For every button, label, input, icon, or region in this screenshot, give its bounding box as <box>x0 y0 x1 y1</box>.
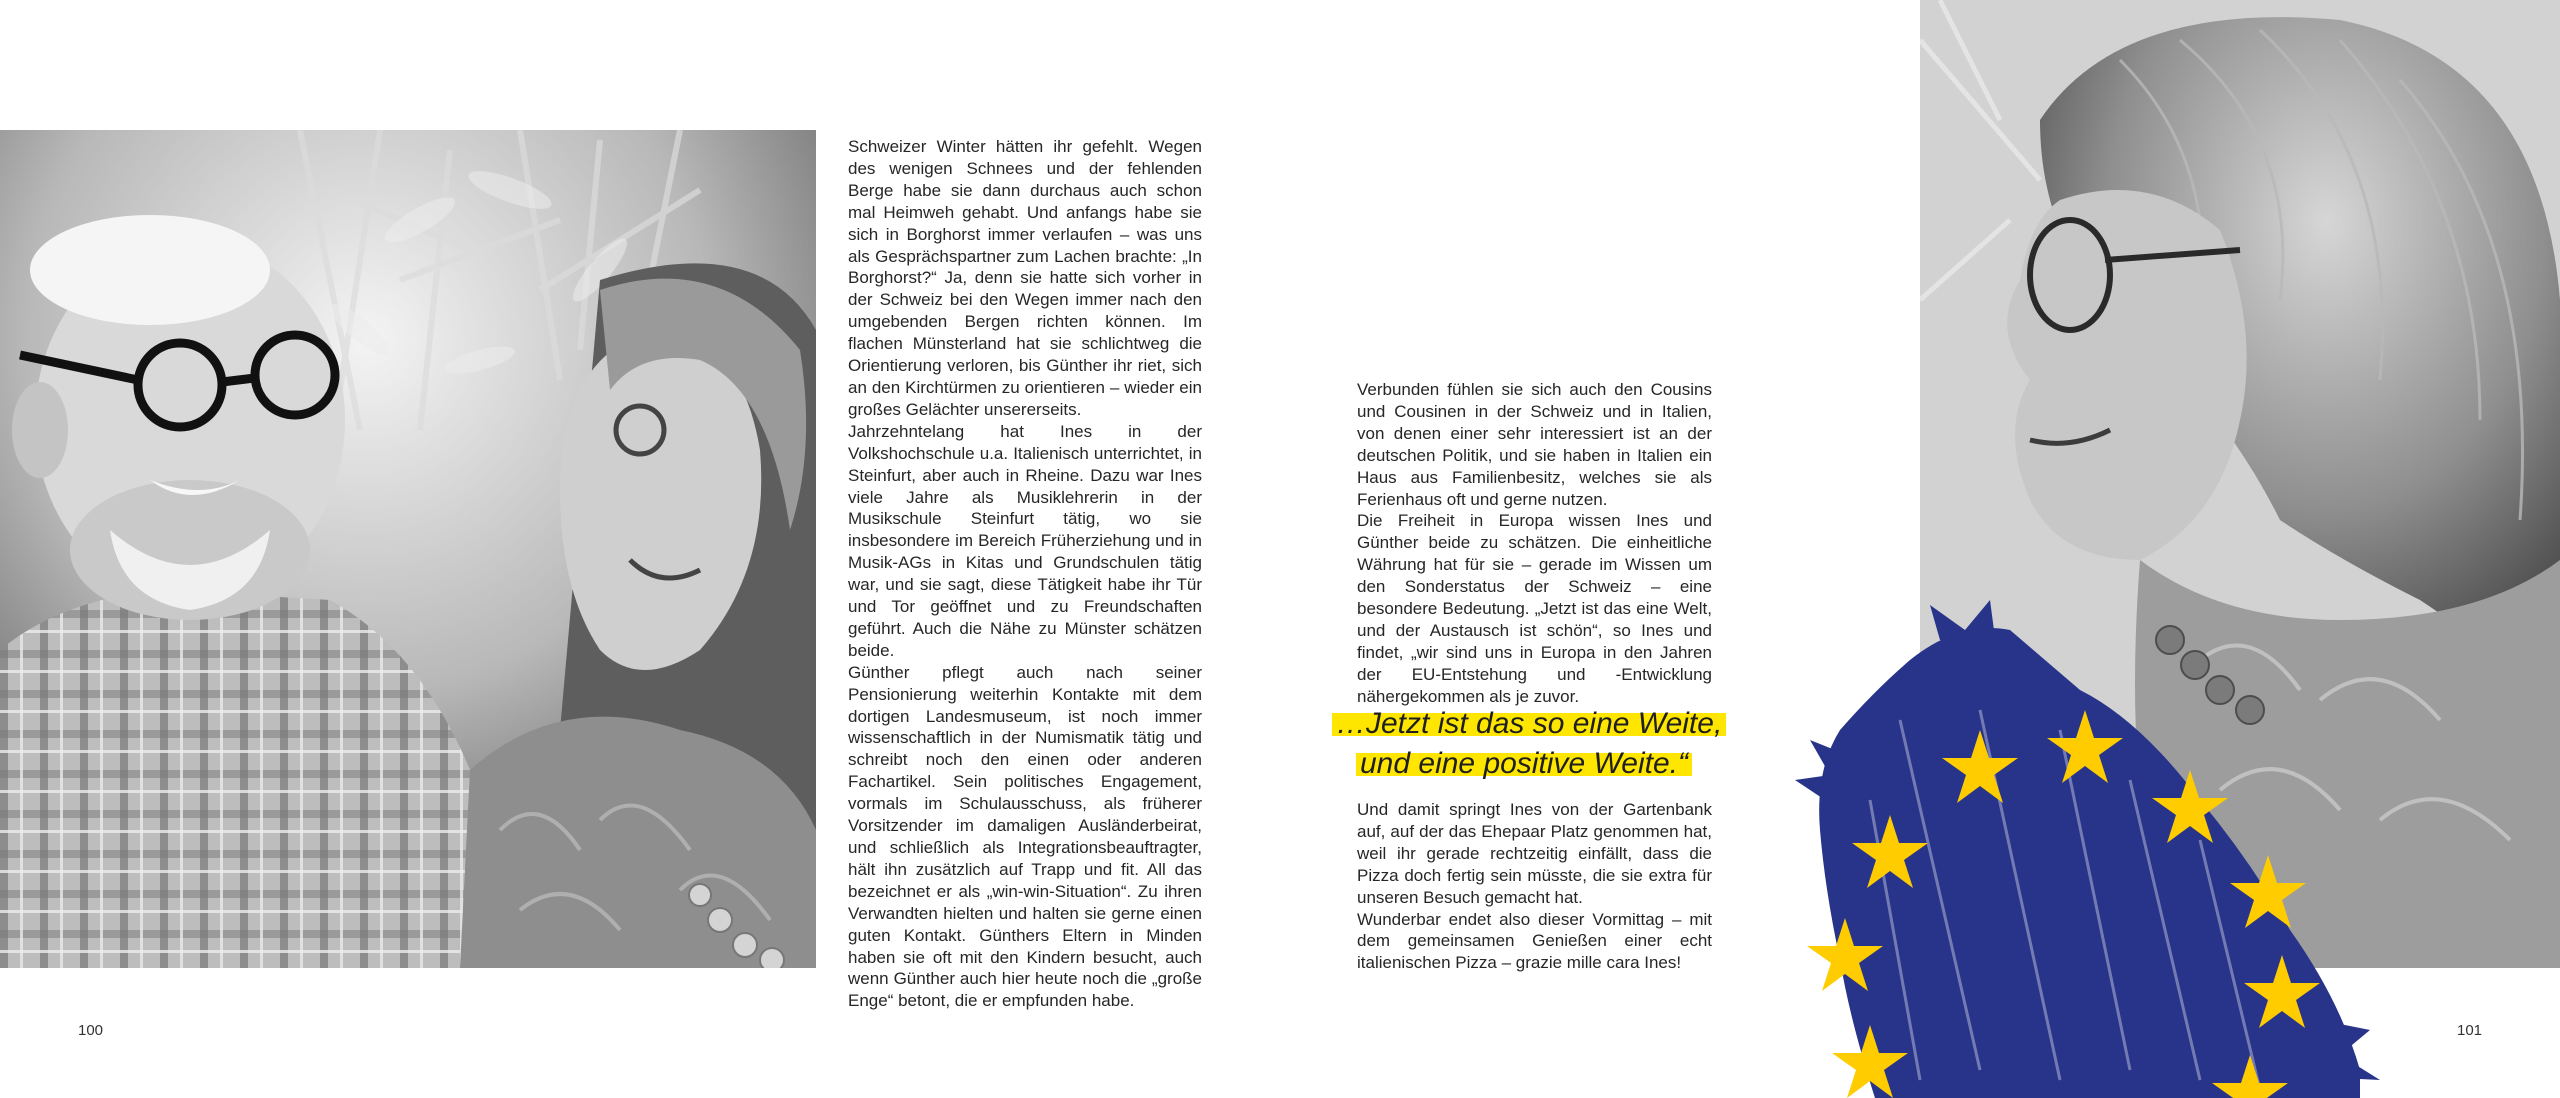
photo-woman-portrait <box>1920 0 2560 968</box>
couple-photo-illustration <box>0 130 816 968</box>
paragraph: Wunderbar endet also dieser Vormittag – mit dem gemeinsamen Genießen einer echt italienischen Pizza – grazie mille cara Ines! <box>1357 909 1712 973</box>
right-page-text-column-top <box>1357 379 1712 708</box>
paragraph: Schweizer Winter hätten ihr gefehlt. Wegen des wenigen Schnees und der fehlenden Berge habe sie dann durchaus auch schon mal Heimweh gehabt. Und anfangs habe sie sich in Borghorst immer verlaufen – was uns als Gesprächspartner zum Lachen brachte: „In Borghorst?“ Ja, denn sie hatte sich vorher in der Schweiz bei den Wegen immer nach den umgebenden Bergen richten können. Im flachen Münsterland hat sie schlichtweg die Orientierung verloren, bis Günther ihr riet, sich an den Kirchtürmen zu orientieren – wieder ein großes Gelächter unsererseits. <box>848 137 1202 419</box>
photo-couple-smiling <box>0 130 816 968</box>
paragraph: Die Freiheit in Europa wissen Ines und Günther beide zu schätzen. Die einheitliche Währung hat für sie – gerade im Wissen um den Sonderstatus der Schweiz – eine besondere Bedeutung. „Jetzt ist das eine Welt, und der Austausch ist schön“, so Ines und findet, „wir sind uns in Europa in den Jahren der EU-Entstehung und -Entwicklung nähergekommen als je zuvor. <box>1357 511 1712 706</box>
paragraph: Und damit springt Ines von der Gartenbank auf, auf der das Ehepaar Platz genommen hat, weil ihr gerade rechtzeitig einfällt, dass die Pizza doch fertig sein müsste, die sie extra für unseren Besuch gemacht hat. <box>1357 800 1712 907</box>
right-page-text-column-bottom <box>1357 799 1712 974</box>
woman-portrait-illustration <box>1920 0 2560 968</box>
quote-line-2: und eine positive Weite.“ <box>1356 747 1692 780</box>
page-number-left: 100 <box>78 1022 104 1039</box>
page-number-right: 101 <box>2457 1022 2483 1039</box>
left-page-text-column <box>848 136 1202 1012</box>
paragraph: Jahrzehntelang hat Ines in der Volkshochschule u.a. Italienisch unterrichtet, in Steinfurt, aber auch in Rheine. Dazu war Ines viele Jahre als Musiklehrerin in der Musikschule Steinfurt tätig, wo sie insbesondere im Bereich Früherziehung und in Musik-AGs in Kitas und Grundschulen tätig war, und sie sagt, diese Tätigkeit habe ihr Tür und Tor geöffnet und zu Freundschaften geführt. Auch die Nähe zu Münster schätzen beide. <box>848 421 1202 660</box>
quote-line-1: …Jetzt ist das so eine Weite, <box>1332 707 1726 740</box>
paragraph: Günther pflegt auch nach seiner Pensionierung weiterhin Kontakte mit dem dortigen Landesmuseum, ist noch immer wissenschaftlich in der Numismatik tätig und schreibt noch den einen oder anderen Fachartikel. Sein politisches Engagement, vormals im Schulausschuss, als früherer Vorsitzender im damaligen Ausländerbeirat, und schließlich als Integrationsbeauftragter, hält ihn zusätzlich auf Trapp und fit. All das bezeichnet er als „win-win-Situation“. Zu ihren Verwandten hielten und halten sie gerne einen guten Kontakt. Günthers Eltern in Minden haben sie oft mit den Kindern besucht, auch wenn Günther auch hier heute noch die „große Enge“ betont, die er empfunden habe. <box>848 662 1202 1011</box>
paragraph: Verbunden fühlen sie sich auch den Cousins und Cousinen in der Schweiz und in Italien, von denen einer sehr interessiert ist an der deutschen Politik, und sie haben in Italien ein Haus aus Familienbesitz, welches sie als Ferienhaus oft und gerne nutzen. <box>1357 380 1712 509</box>
pull-quote <box>1332 704 1752 784</box>
